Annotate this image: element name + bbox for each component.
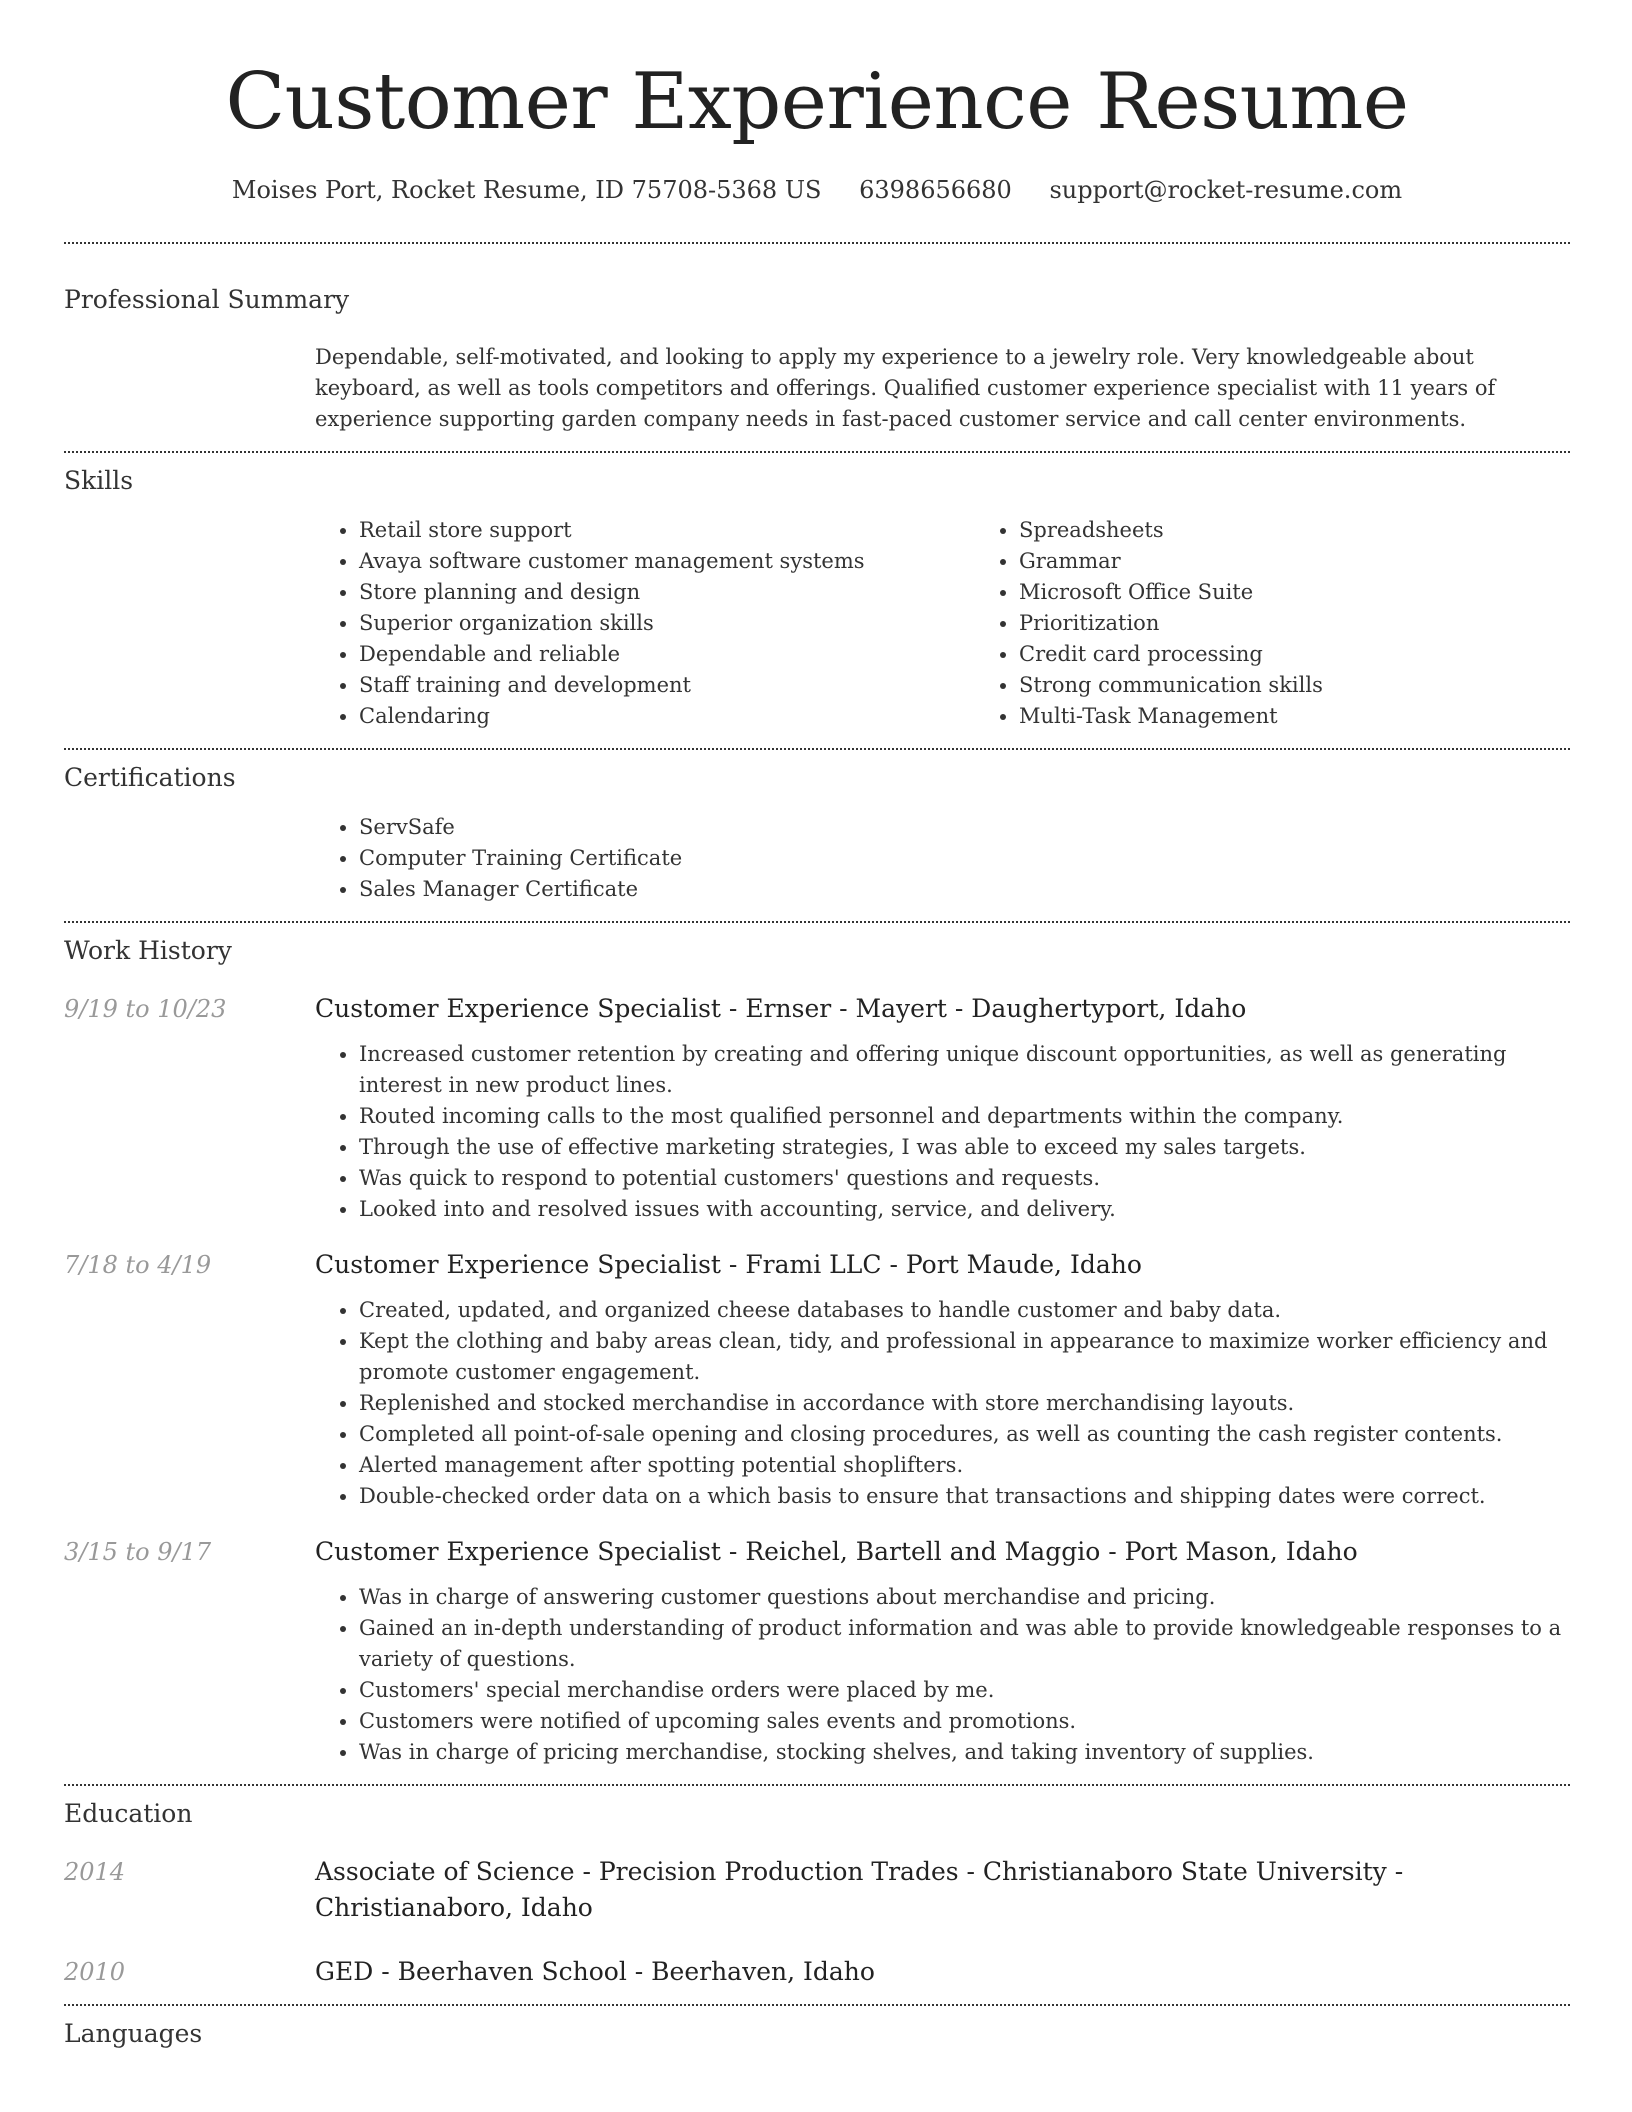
skill-item: • Strong communication skills [1019, 670, 1570, 701]
work-entry [64, 991, 1570, 1225]
skill-item: • Superior organization skills [359, 608, 975, 639]
job-title: Customer Experience Specialist - Frami LLC - Port Maude, Idaho [315, 1250, 1142, 1279]
skills-list-right [975, 515, 1570, 732]
contact-address: Moises Port, Rocket Resume, ID 75708-5368 US [231, 176, 822, 204]
skill-item: • Retail store support [359, 515, 975, 546]
job-bullet: • Alerted management after spotting potential shoplifters. [359, 1450, 1570, 1481]
skill-item: • Credit card processing [1019, 639, 1570, 670]
section-title: Certifications [64, 763, 236, 792]
skill-item: • Prioritization [1019, 608, 1570, 639]
languages-section [64, 2014, 1570, 2054]
skill-item: • Microsoft Office Suite [1019, 577, 1570, 608]
job-bullet: • Routed incoming calls to the most qualified personnel and departments within the company. [359, 1101, 1570, 1132]
education-title: GED - Beerhaven School - Beerhaven, Idaho [315, 1957, 875, 1986]
work-history-section [64, 931, 1570, 1768]
summary-section [64, 280, 1570, 435]
job-bullet: • Replenished and stocked merchandise in accordance with store merchandising layouts. [359, 1388, 1570, 1419]
skill-item: • Dependable and reliable [359, 639, 975, 670]
certifications-list [315, 812, 1570, 905]
skill-item: • Spreadsheets [1019, 515, 1570, 546]
resume-title: Customer Experience Resume [225, 57, 1409, 147]
work-entry [64, 1247, 1570, 1512]
job-bullet: • Double-checked order data on a which basis to ensure that transactions and shipping dates were correct. [359, 1481, 1570, 1512]
job-details [315, 1039, 1570, 1225]
job-bullet: • Customers were notified of upcoming sales events and promotions. [359, 1706, 1570, 1737]
certifications-section [64, 758, 1570, 905]
job-bullets [315, 1039, 1570, 1225]
job-bullet: • Through the use of effective marketing strategies, I was able to exceed my sales targets. [359, 1132, 1570, 1163]
skill-item: • Avaya software customer management systems [359, 546, 975, 577]
section-divider [64, 748, 1570, 750]
education-year: 2014 [64, 1858, 126, 1886]
job-bullet: • Increased customer retention by creating and offering unique discount opportunities, as well as generating interest in new product lines. [359, 1039, 1570, 1101]
job-bullet: • Customers' special merchandise orders were placed by me. [359, 1675, 1570, 1706]
section-divider [64, 451, 1570, 453]
job-bullets [315, 1295, 1570, 1512]
section-divider [64, 242, 1570, 244]
summary-text: Dependable, self-motivated, and looking to apply my experience to a jewelry role. Very knowledgeable about keyboard, as well as tools competitors and offerings. Qualified customer experience specialist with 11 years of experience supporting garden company needs in fast-paced customer service and call center environments. [315, 345, 1496, 431]
skills-section [64, 461, 1570, 732]
education-section [64, 1794, 1570, 1990]
skill-item: • Grammar [1019, 546, 1570, 577]
certifications-content [315, 812, 1570, 905]
contact-info [64, 172, 1570, 208]
work-dates: 3/15 to 9/17 [64, 1538, 212, 1566]
section-title: Education [64, 1799, 193, 1828]
section-divider [64, 921, 1570, 923]
job-bullet: • Created, updated, and organized cheese databases to handle customer and baby data. [359, 1295, 1570, 1326]
section-divider [64, 2004, 1570, 2006]
job-bullets [315, 1582, 1570, 1768]
skills-list-left [315, 515, 975, 732]
certification-item: • Sales Manager Certificate [359, 874, 1570, 905]
certification-item: • Computer Training Certificate [359, 843, 1570, 874]
education-year: 2010 [64, 1958, 126, 1986]
section-title: Professional Summary [64, 285, 350, 314]
resume-page [64, 0, 1570, 2054]
contact-email: support@rocket-resume.com [1049, 176, 1403, 204]
job-title: Customer Experience Specialist - Ernser - Mayert - Daughertyport, Idaho [315, 994, 1247, 1023]
skill-item: • Multi-Task Management [1019, 701, 1570, 732]
work-dates: 9/19 to 10/23 [64, 995, 227, 1023]
skills-columns [315, 515, 1570, 732]
contact-phone: 6398656680 [859, 176, 1012, 204]
job-bullet: • Was in charge of pricing merchandise, stocking shelves, and taking inventory of supplies. [359, 1737, 1570, 1768]
job-bullet: • Gained an in-depth understanding of product information and was able to provide knowledgeable responses to a variety of questions. [359, 1613, 1570, 1675]
summary-content [315, 342, 1570, 435]
education-entry [64, 1954, 1570, 1990]
job-details [315, 1295, 1570, 1512]
job-bullet: • Completed all point-of-sale opening and closing procedures, as well as counting the cash register contents. [359, 1419, 1570, 1450]
work-entry [64, 1534, 1570, 1768]
education-entry [64, 1854, 1570, 1926]
section-divider [64, 1784, 1570, 1786]
job-details [315, 1582, 1570, 1768]
job-bullet: • Was quick to respond to potential customers' questions and requests. [359, 1163, 1570, 1194]
section-title: Skills [64, 466, 134, 495]
skill-item: • Calendaring [359, 701, 975, 732]
job-bullet: • Was in charge of answering customer questions about merchandise and pricing. [359, 1582, 1570, 1613]
certification-item: • ServSafe [359, 812, 1570, 843]
job-title: Customer Experience Specialist - Reichel, Bartell and Maggio - Port Mason, Idaho [315, 1537, 1358, 1566]
job-bullet: • Kept the clothing and baby areas clean, tidy, and professional in appearance to maximize worker efficiency and promote customer engagement. [359, 1326, 1570, 1388]
work-dates: 7/18 to 4/19 [64, 1251, 212, 1279]
education-entries [64, 1854, 1570, 1990]
section-title: Work History [64, 936, 232, 965]
skill-item: • Staff training and development [359, 670, 975, 701]
work-entries [64, 991, 1570, 1768]
skill-item: • Store planning and design [359, 577, 975, 608]
job-bullet: • Looked into and resolved issues with accounting, service, and delivery. [359, 1194, 1570, 1225]
education-title: Associate of Science - Precision Production Trades - Christianaboro State University - Christianaboro, Idaho [315, 1857, 1404, 1922]
section-title: Languages [64, 2019, 203, 2048]
